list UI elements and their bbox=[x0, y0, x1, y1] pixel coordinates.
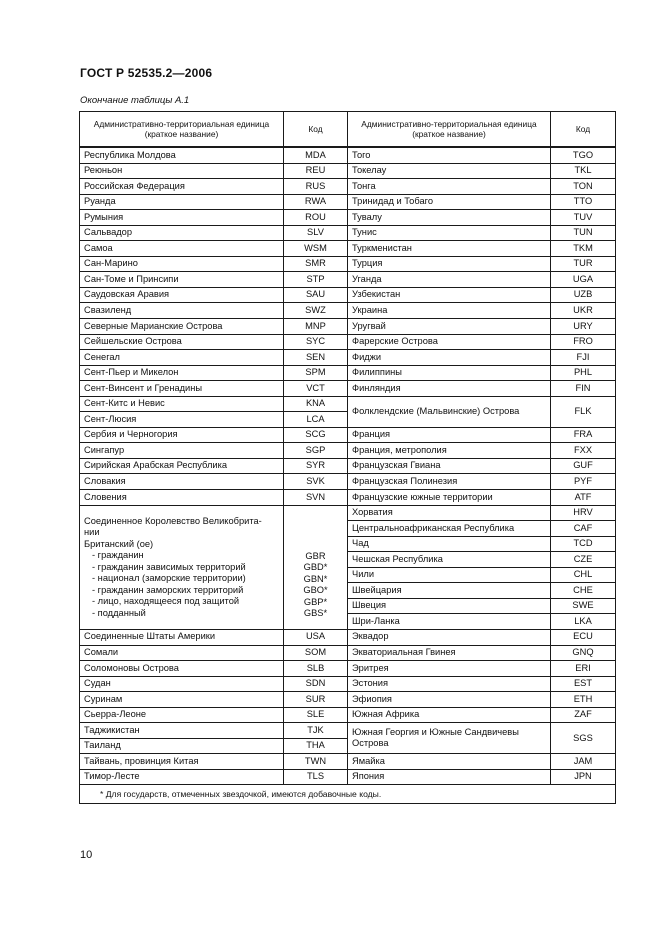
left-name: Реюньон bbox=[80, 163, 284, 179]
right-name: Того bbox=[348, 147, 551, 163]
left-code: SDN bbox=[284, 676, 348, 692]
right-code: SWE bbox=[551, 598, 616, 614]
left-code: REU bbox=[284, 163, 348, 179]
left-name: Сент-Пьер и Микелон bbox=[80, 365, 284, 381]
right-name: Ямайка bbox=[348, 754, 551, 770]
right-name: Филиппины bbox=[348, 365, 551, 381]
right-name: Шри-Ланка bbox=[348, 614, 551, 630]
left-code: SCG bbox=[284, 427, 348, 443]
right-name: Тринидад и Тобаго bbox=[348, 194, 551, 210]
left-name: Республика Молдова bbox=[80, 147, 284, 163]
table-row bbox=[80, 723, 616, 739]
right-name: Тувалу bbox=[348, 210, 551, 226]
table-row bbox=[80, 629, 616, 645]
left-name: Сент-Винсент и Гренадины bbox=[80, 381, 284, 397]
left-name: Суринам bbox=[80, 692, 284, 708]
header-right-code: Код bbox=[551, 112, 616, 148]
left-code: SLV bbox=[284, 225, 348, 241]
left-name: Словакия bbox=[80, 474, 284, 490]
left-code: KNA bbox=[284, 396, 348, 412]
left-name: Сент-Китс и Невис bbox=[80, 396, 284, 412]
uk-line: нии bbox=[84, 527, 100, 538]
right-name: Французские южные территории bbox=[348, 490, 551, 506]
table-row bbox=[80, 210, 616, 226]
uk-code: GBP* bbox=[303, 596, 328, 607]
table-row bbox=[80, 334, 616, 350]
table-row bbox=[80, 458, 616, 474]
right-name: Фолклендские (Мальвинские) Острова bbox=[348, 396, 551, 427]
table-row bbox=[80, 443, 616, 459]
right-code: TGO bbox=[551, 147, 616, 163]
left-code: SVN bbox=[284, 490, 348, 506]
right-code: TTO bbox=[551, 194, 616, 210]
table-caption: Окончание таблицы А.1 bbox=[80, 95, 190, 106]
right-name: Эстония bbox=[348, 676, 551, 692]
right-code: GUF bbox=[551, 458, 616, 474]
right-name: Хорватия bbox=[348, 505, 551, 521]
right-code: GNQ bbox=[551, 645, 616, 661]
left-code: SGP bbox=[284, 443, 348, 459]
table-row bbox=[80, 225, 616, 241]
header-left-name: Административно-территориальная единица (краткое название) bbox=[80, 112, 284, 148]
table-row bbox=[80, 163, 616, 179]
left-name: Сент-Люсия bbox=[80, 412, 284, 428]
uk-code: GBO* bbox=[303, 585, 328, 596]
right-code: PHL bbox=[551, 365, 616, 381]
right-name: Французская Гвиана bbox=[348, 458, 551, 474]
left-code: RWA bbox=[284, 194, 348, 210]
table-row bbox=[80, 381, 616, 397]
header-right-name: Административно-территориальная единица (краткое название) bbox=[348, 112, 551, 148]
uk-line: - гражданин зависимых территорий bbox=[92, 561, 246, 572]
uk-name-cell bbox=[80, 505, 284, 629]
right-name: Швеция bbox=[348, 598, 551, 614]
left-code: LCA bbox=[284, 412, 348, 428]
right-code: FJI bbox=[551, 350, 616, 366]
right-code: SGS bbox=[551, 723, 616, 754]
country-code-table bbox=[79, 111, 616, 804]
table-row bbox=[80, 692, 616, 708]
right-code: FIN bbox=[551, 381, 616, 397]
right-name: Центральноафриканская Республика bbox=[348, 521, 551, 537]
table-row bbox=[80, 474, 616, 490]
right-code: TKL bbox=[551, 163, 616, 179]
table-row bbox=[80, 769, 616, 785]
right-code: CHE bbox=[551, 583, 616, 599]
right-code: FRA bbox=[551, 427, 616, 443]
right-code: CHL bbox=[551, 567, 616, 583]
table-row bbox=[80, 505, 616, 521]
right-name: Южная Георгия и Южные Сандвичевы Острова bbox=[348, 723, 551, 754]
left-code: SPM bbox=[284, 365, 348, 381]
left-name: Сан-Томе и Принсипи bbox=[80, 272, 284, 288]
left-name: Таджикистан bbox=[80, 723, 284, 739]
left-code: SYC bbox=[284, 334, 348, 350]
right-code: TUR bbox=[551, 256, 616, 272]
uk-line: - подданный bbox=[92, 607, 146, 618]
left-name: Российская Федерация bbox=[80, 179, 284, 195]
right-code: FXX bbox=[551, 443, 616, 459]
left-code: SUR bbox=[284, 692, 348, 708]
uk-code: GBS* bbox=[303, 608, 328, 619]
right-name: Франция, метрополия bbox=[348, 443, 551, 459]
left-code: MNP bbox=[284, 319, 348, 335]
left-name: Сингапур bbox=[80, 443, 284, 459]
left-name: Саудовская Аравия bbox=[80, 287, 284, 303]
table-row bbox=[80, 319, 616, 335]
right-code: UGA bbox=[551, 272, 616, 288]
left-name: Северные Марианские Острова bbox=[80, 319, 284, 335]
right-name: Уругвай bbox=[348, 319, 551, 335]
right-code: LKA bbox=[551, 614, 616, 630]
table-row bbox=[80, 645, 616, 661]
right-name: Финляндия bbox=[348, 381, 551, 397]
right-name: Эквадор bbox=[348, 629, 551, 645]
left-name: Сейшельские Острова bbox=[80, 334, 284, 350]
table-footnote: * Для государств, отмеченных звездочкой, имеются добавочные коды. bbox=[80, 785, 616, 804]
right-name: Южная Африка bbox=[348, 707, 551, 723]
right-name: Узбекистан bbox=[348, 287, 551, 303]
left-name: Судан bbox=[80, 676, 284, 692]
left-code: TJK bbox=[284, 723, 348, 739]
left-code: SEN bbox=[284, 350, 348, 366]
left-code: TLS bbox=[284, 769, 348, 785]
left-code: SWZ bbox=[284, 303, 348, 319]
left-name: Таиланд bbox=[80, 738, 284, 754]
right-code: ETH bbox=[551, 692, 616, 708]
document-title: ГОСТ Р 52535.2—2006 bbox=[80, 66, 213, 80]
uk-line: Соединенное Королевство Великобрита- bbox=[84, 515, 262, 526]
right-name: Тунис bbox=[348, 225, 551, 241]
right-name: Чад bbox=[348, 536, 551, 552]
right-code: TKM bbox=[551, 241, 616, 257]
table-row bbox=[80, 287, 616, 303]
uk-line: Британский (ое) bbox=[84, 538, 154, 549]
table-row bbox=[80, 272, 616, 288]
right-name: Тонга bbox=[348, 179, 551, 195]
uk-line: - гражданин bbox=[92, 550, 144, 561]
left-name: Свазиленд bbox=[80, 303, 284, 319]
left-name: Сербия и Черногория bbox=[80, 427, 284, 443]
left-code: WSM bbox=[284, 241, 348, 257]
right-code: ECU bbox=[551, 629, 616, 645]
right-name: Япония bbox=[348, 769, 551, 785]
right-code: EST bbox=[551, 676, 616, 692]
table-row bbox=[80, 194, 616, 210]
right-name: Турция bbox=[348, 256, 551, 272]
table-row bbox=[80, 396, 616, 412]
left-code: TWN bbox=[284, 754, 348, 770]
uk-line: - лицо, находящееся под защитой bbox=[92, 596, 240, 607]
table-footnote-row bbox=[80, 785, 616, 804]
table-row bbox=[80, 179, 616, 195]
uk-code: GBD* bbox=[303, 562, 328, 573]
right-name: Чили bbox=[348, 567, 551, 583]
left-name: Сьерра-Леоне bbox=[80, 707, 284, 723]
right-code: ZAF bbox=[551, 707, 616, 723]
right-code: CAF bbox=[551, 521, 616, 537]
left-name: Тайвань, провинция Китая bbox=[80, 754, 284, 770]
left-name: Сомали bbox=[80, 645, 284, 661]
page-number: 10 bbox=[80, 849, 93, 861]
left-code: SOM bbox=[284, 645, 348, 661]
left-name: Соединенные Штаты Америки bbox=[80, 629, 284, 645]
left-name: Сальвадор bbox=[80, 225, 284, 241]
right-code: PYF bbox=[551, 474, 616, 490]
table-row bbox=[80, 350, 616, 366]
uk-line: - национал (заморские территории) bbox=[92, 573, 246, 584]
right-name: Эритрея bbox=[348, 661, 551, 677]
right-code: FLK bbox=[551, 396, 616, 427]
table-row bbox=[80, 303, 616, 319]
right-code: ATF bbox=[551, 490, 616, 506]
right-code: TUN bbox=[551, 225, 616, 241]
left-code: THA bbox=[284, 738, 348, 754]
right-code: FRO bbox=[551, 334, 616, 350]
left-name: Словения bbox=[80, 490, 284, 506]
right-name: Швейцария bbox=[348, 583, 551, 599]
left-code: RUS bbox=[284, 179, 348, 195]
right-code: JAM bbox=[551, 754, 616, 770]
left-code: SLB bbox=[284, 661, 348, 677]
left-name: Самоа bbox=[80, 241, 284, 257]
uk-line: - гражданин заморских территорий bbox=[92, 584, 244, 595]
right-name: Эфиопия bbox=[348, 692, 551, 708]
left-name: Сенегал bbox=[80, 350, 284, 366]
table-row bbox=[80, 490, 616, 506]
right-name: Франция bbox=[348, 427, 551, 443]
table-row bbox=[80, 256, 616, 272]
right-name: Фарерские Острова bbox=[348, 334, 551, 350]
table-row bbox=[80, 707, 616, 723]
uk-code-cell bbox=[284, 505, 348, 629]
right-code: HRV bbox=[551, 505, 616, 521]
right-name: Чешская Республика bbox=[348, 552, 551, 568]
table-header-row bbox=[80, 112, 616, 148]
right-code: TON bbox=[551, 179, 616, 195]
table-row bbox=[80, 676, 616, 692]
right-code: UZB bbox=[551, 287, 616, 303]
left-code: SYR bbox=[284, 458, 348, 474]
left-code: SAU bbox=[284, 287, 348, 303]
right-code: CZE bbox=[551, 552, 616, 568]
left-code: SLE bbox=[284, 707, 348, 723]
header-left-code: Код bbox=[284, 112, 348, 148]
left-name: Сан-Марино bbox=[80, 256, 284, 272]
left-name: Тимор-Лесте bbox=[80, 769, 284, 785]
left-code: SVK bbox=[284, 474, 348, 490]
left-code: SMR bbox=[284, 256, 348, 272]
right-name: Французская Полинезия bbox=[348, 474, 551, 490]
right-name: Токелау bbox=[348, 163, 551, 179]
uk-code: GBN* bbox=[303, 573, 328, 584]
table-row bbox=[80, 241, 616, 257]
table-row bbox=[80, 661, 616, 677]
left-name: Соломоновы Острова bbox=[80, 661, 284, 677]
right-name: Экваториальная Гвинея bbox=[348, 645, 551, 661]
left-code: STP bbox=[284, 272, 348, 288]
right-name: Фиджи bbox=[348, 350, 551, 366]
table-row bbox=[80, 754, 616, 770]
left-code: USA bbox=[284, 629, 348, 645]
right-code: TUV bbox=[551, 210, 616, 226]
right-code: URY bbox=[551, 319, 616, 335]
left-name: Сирийская Арабская Республика bbox=[80, 458, 284, 474]
left-code: MDA bbox=[284, 147, 348, 163]
table-row bbox=[80, 147, 616, 163]
right-code: UKR bbox=[551, 303, 616, 319]
table-row bbox=[80, 427, 616, 443]
uk-code: GBR bbox=[305, 550, 326, 561]
left-code: ROU bbox=[284, 210, 348, 226]
right-code: TCD bbox=[551, 536, 616, 552]
right-name: Украина bbox=[348, 303, 551, 319]
left-name: Руанда bbox=[80, 194, 284, 210]
table-row bbox=[80, 365, 616, 381]
right-code: JPN bbox=[551, 769, 616, 785]
left-code: VCT bbox=[284, 381, 348, 397]
right-name: Туркменистан bbox=[348, 241, 551, 257]
right-name: Уганда bbox=[348, 272, 551, 288]
right-code: ERI bbox=[551, 661, 616, 677]
left-name: Румыния bbox=[80, 210, 284, 226]
